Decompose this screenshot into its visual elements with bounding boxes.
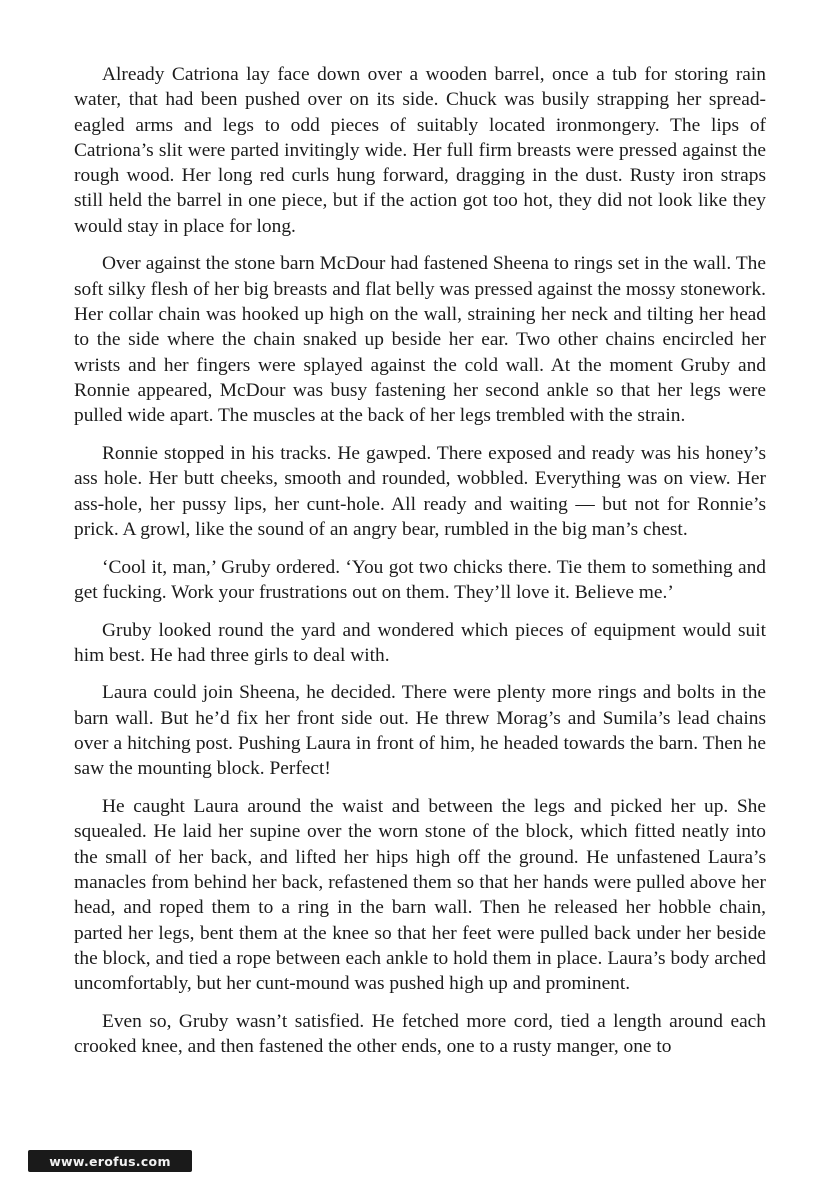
- paragraph-3: Ronnie stopped in his tracks. He gawped. There exposed and ready was his honey’s ass hole. Her butt cheeks, smooth and rounded, wobbled. Everything was on view. Her ass-hole, her pussy lips, her cunt-hole. All ready and waiting — but not for Ronnie’s prick. A growl, like the sound of an angry bear, rumbled in the big man’s chest.: [74, 442, 766, 540]
- book-page-text: [74, 62, 766, 1072]
- paragraph-7: He caught Laura around the waist and between the legs and picked her up. She squealed. He laid her supine over the worn stone of the block, which fitted neatly into the small of her back, and lifted her hips high off the ground. He unfastened Laura’s manacles from behind her back, refastened them so that her hands were pulled above her head, and roped them to a ring in the barn wall. Then he released her hobble chain, parted her legs, bent them at the knee so that her feet were pulled back under her beside the block, and tied a rope between each ankle to hold them in place. Laura’s body arched uncomfortably, but her cunt-mound was pushed high up and prominent.: [74, 796, 766, 995]
- watermark-badge: [28, 1150, 192, 1172]
- watermark-text: www.erofus.com: [49, 1153, 171, 1169]
- paragraph-6: Laura could join Sheena, he decided. There were plenty more rings and bolts in the barn wall. But he’d fix her front side out. He threw Morag’s and Sumila’s lead chains over a hitching post. Pushing Laura in front of him, he headed towards the barn. Then he saw the mounting block. Perfect!: [74, 682, 766, 780]
- paragraph-5: Gruby looked round the yard and wondered which pieces of equipment would suit him best. He had three girls to deal with.: [74, 619, 766, 666]
- paragraph-1: Already Catriona lay face down over a wooden barrel, once a tub for storing rain water, that had been pushed over on its side. Chuck was busily strapping her spread-eagled arms and legs to odd pieces of suitably located ironmongery. The lips of Catriona’s slit were parted invitingly wide. Her full firm breasts were pressed against the rough wood. Her long red curls hung forward, dragging in the dust. Rusty iron straps still held the barrel in one piece, but if the action got too hot, they did not look like they would stay in place for long.: [74, 64, 766, 237]
- paragraph-2: Over against the stone barn McDour had fastened Sheena to rings set in the wall. The soft silky flesh of her big breasts and flat belly was pressed against the mossy stonework. Her collar chain was hooked up high on the wall, straining her neck and tilting her head to the side where the chain snaked up beside her ear. Two other chains encircled her wrists and her fingers were splayed against the cold wall. At the moment Gruby and Ronnie appeared, McDour was busy fastening her second ankle so that her legs were pulled wide apart. The muscles at the back of her legs trembled with the strain.: [74, 253, 766, 427]
- paragraph-8: Even so, Gruby wasn’t satisfied. He fetched more cord, tied a length around each crooked knee, and then fastened the other ends, one to a rusty manger, one to: [74, 1010, 766, 1058]
- paragraph-4: ‘Cool it, man,’ Gruby ordered. ‘You got two chicks there. Tie them to something and get fucking. Work your frustrations out on them. They’ll love it. Believe me.’: [74, 556, 766, 603]
